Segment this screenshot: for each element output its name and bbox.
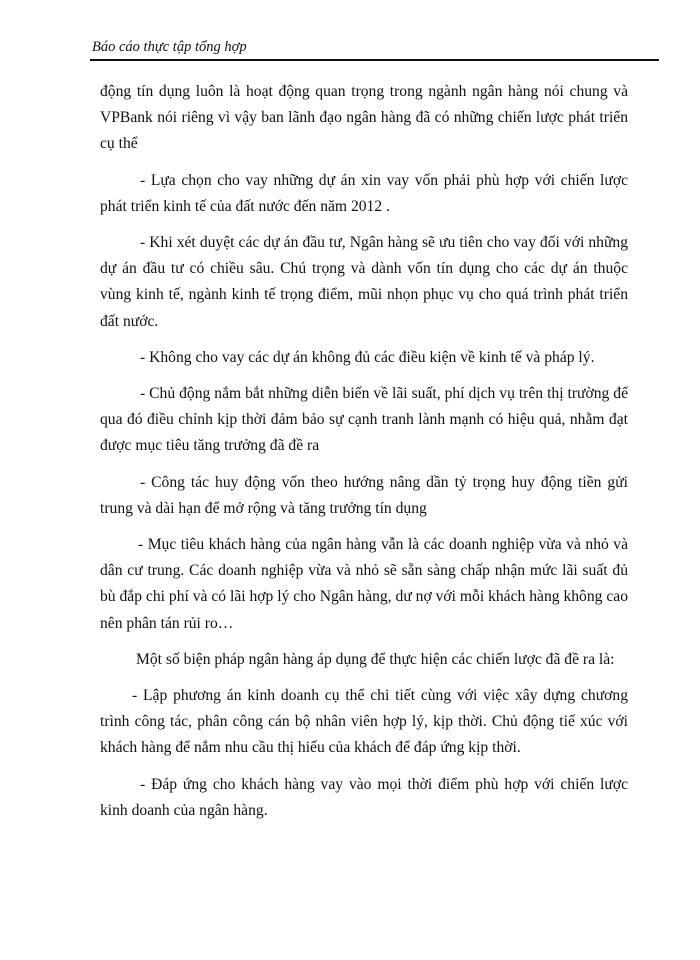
document-body (100, 79, 628, 834)
bullet-paragraph: - Công tác huy động vốn theo hướng nâng dần tỷ trọng huy động tiền gửi trung và dài hạn để mở rộng và tăng trưởng tín dụng (100, 473, 628, 517)
bullet-paragraph: - Đáp ứng cho khách hàng vay vào mọi thời điểm phù hợp với chiến lược kinh doanh của ngân hàng. (100, 775, 628, 819)
bullet-paragraph: - Không cho vay các dự án không đủ các điều kiện về kinh tế và pháp lý. (140, 348, 595, 366)
bullet-paragraph: - Khi xét duyệt các dự án đầu tư, Ngân hàng sẽ ưu tiên cho vay đối với những dự án đầu tư có chiều sâu. Chú trọng và dành vốn tín dụng cho các dự án thuộc vùng kinh tế, ngành kinh tế trọng điểm, mũi nhọn phục vụ cho quá trình phát triển đất nước. (100, 234, 628, 330)
paragraph: động tín dụng luôn là hoạt động quan trọng trong ngành ngân hàng nói chung và VPBank nói riêng vì vậy ban lãnh đạo ngân hàng đã có những chiến lược phát triển cụ thể (100, 83, 628, 153)
bullet-paragraph: - Lựa chọn cho vay những dự án xin vay vốn phải phù hợp với chiến lược phát triển kinh tế của đất nước đến năm 2012 . (100, 171, 628, 215)
bullet-paragraph: - Lập phương án kinh doanh cụ thể chi tiết cùng với việc xây dựng chương trình công tác, phân công cán bộ nhân viên hợp lý, kịp thời. Chủ động tiế xúc với khách hàng để nắm nhu cầu thị hiếu của khách để đáp ứng kịp thời. (100, 687, 628, 757)
bullet-paragraph: - Mục tiêu khách hàng của ngân hàng vẫn là các doanh nghiệp vừa và nhỏ và dân cư trung. Các doanh nghiệp vừa và nhỏ sẽ sẵn sàng chấp nhận mức lãi suất đủ bù đắp chi phí và có lãi hợp lý cho Ngân hàng, dư nợ với mỗi khách hàng không cao nên phân tán rủi ro… (100, 536, 628, 632)
running-header: Báo cáo thực tập tổng hợp (92, 39, 247, 55)
bullet-paragraph: - Chủ động nắm bắt những diễn biến về lãi suất, phí dịch vụ trên thị trường để qua đó điều chỉnh kịp thời đảm bảo sự cạnh tranh lành mạnh có hiệu quả, nhằm đạt được mục tiêu tăng trưởng đã đề ra (100, 385, 628, 455)
header-rule (90, 59, 659, 61)
lead-paragraph: Một số biện pháp ngân hàng áp dụng để thực hiện các chiến lược đã đề ra là: (136, 650, 615, 668)
